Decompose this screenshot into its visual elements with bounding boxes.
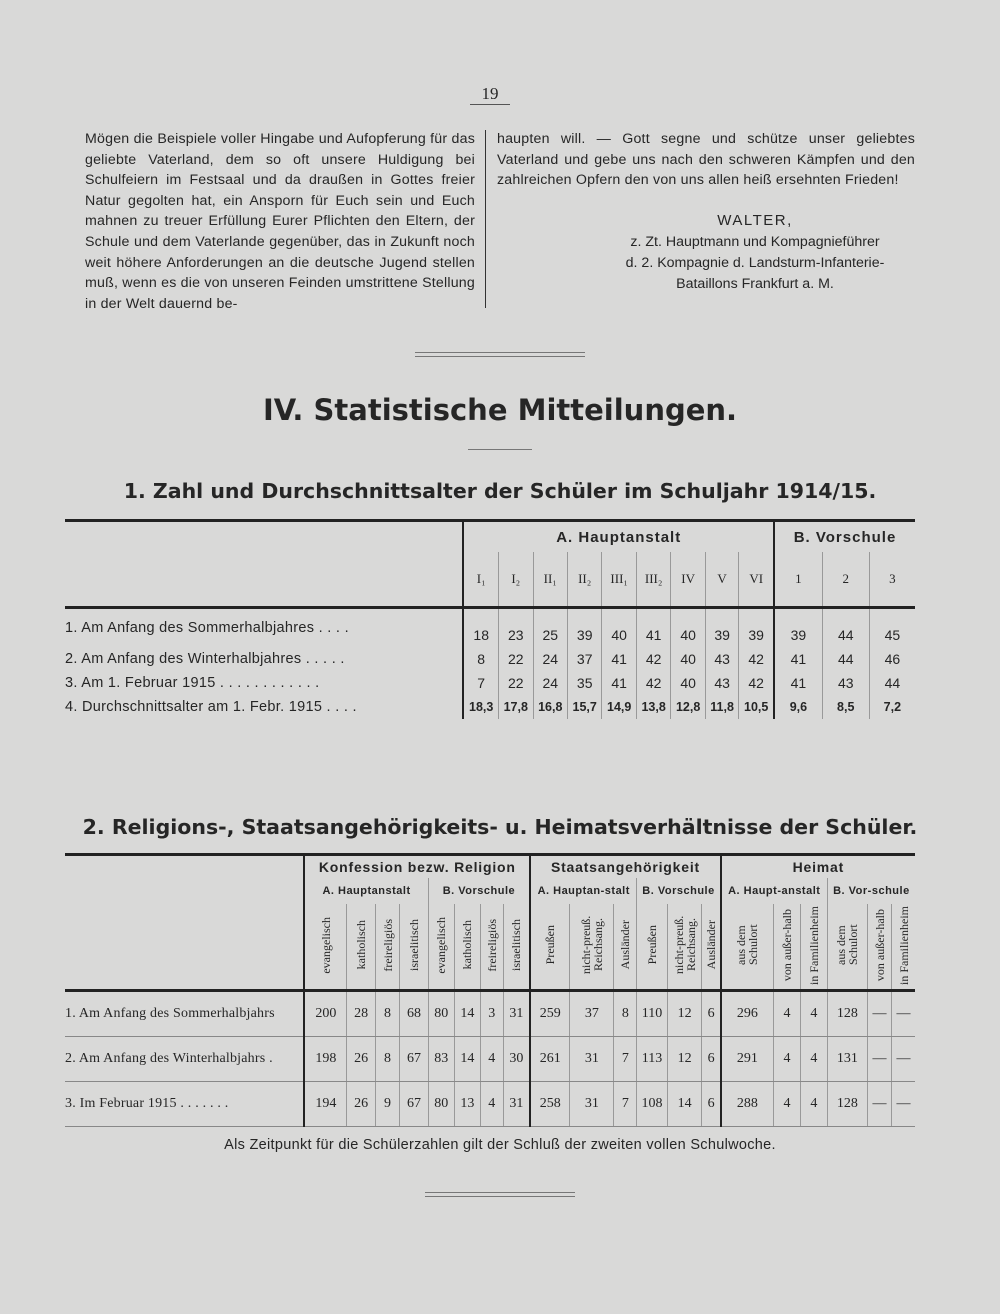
subgroup-header: B. Vor-schule: [827, 878, 915, 904]
column-header: katholisch: [354, 920, 369, 970]
table-cell: 44: [822, 647, 869, 671]
table-cell: 42: [636, 671, 670, 695]
table-cell: 10,5: [739, 695, 774, 719]
letter-text-left: Mögen die Beispiele voller Hingabe und Aufopferung für das geliebte Vaterland, dem so oft unsere Huldigung bei Schulfeiern im Festsaal und da draußen in Gottes freier Natur gegolten hat, ein Ansporn für Euch sein und Euch mahnen zu treuer Erfüllung Eurer Pflichten den Eltern, der Schule und dem Vaterlande gegenüber, das in Zukunft noch weit höhere Anforderungen an die deutsche Jugend stellen muß, wenn es die von unseren Feinden umstrittene Stellung in der Welt dauernd be-: [85, 131, 475, 312]
table-cell: 40: [602, 608, 636, 648]
table-cell: 31: [570, 1082, 614, 1127]
table-cell: 24: [533, 647, 567, 671]
column-header-cell: [667, 904, 702, 991]
table-cell: 14: [454, 991, 480, 1037]
table-cell: 41: [602, 671, 636, 695]
signature-name: WALTER,: [717, 212, 793, 229]
column-header-cell: [503, 904, 530, 991]
ornamental-rule: [425, 1192, 575, 1197]
column-header-cell: [614, 904, 637, 991]
table-cell: 24: [533, 671, 567, 695]
table-cell: —: [892, 1037, 915, 1082]
column-header: von außer-halb: [779, 908, 794, 982]
column-header: aus dem Schulort: [834, 924, 861, 966]
table-cell: 6: [702, 1082, 721, 1127]
table-cell: 80: [428, 1082, 454, 1127]
table-cell: 7,2: [869, 695, 915, 719]
column-header: VI: [739, 552, 774, 608]
column-header: Preußen: [543, 925, 558, 965]
table-cell: 40: [671, 647, 705, 671]
table-cell: —: [867, 1082, 891, 1127]
column-divider: [485, 130, 486, 308]
column-header: in Familienheim: [806, 905, 821, 985]
table-cell: 9,6: [774, 695, 822, 719]
row-label: 4. Durchschnittsalter am 1. Febr. 1915 . . . .: [65, 699, 357, 715]
ornamental-rule: [415, 352, 585, 357]
table-cell: 291: [721, 1037, 774, 1082]
table-cell: 14,9: [602, 695, 636, 719]
column-header: aus dem Schulort: [734, 924, 761, 966]
table-cell: 14: [667, 1082, 702, 1127]
column-header: Preußen: [645, 925, 660, 965]
table-cell: 23: [499, 608, 533, 648]
table-cell: 28: [347, 991, 375, 1037]
table-cell: 44: [822, 608, 869, 648]
table-cell: —: [892, 991, 915, 1037]
table-cell: 8: [375, 1037, 400, 1082]
table-cell: 80: [428, 991, 454, 1037]
footnote: Als Zeitpunkt für die Schülerzahlen gilt der Schluß der zweiten vollen Schulwoche.: [224, 1137, 776, 1153]
column-header: in Familienheim: [896, 905, 911, 985]
table-cell: 30: [503, 1037, 530, 1082]
table-cell: 9: [375, 1082, 400, 1127]
table-cell: 42: [739, 647, 774, 671]
column-header: IV: [671, 552, 705, 608]
table2-title: 2. Religions-, Staatsangehörigkeits- u. Heimatsverhältnisse der Schüler.: [82, 815, 918, 839]
table-cell: 26: [347, 1037, 375, 1082]
letter-text-right: haupten will. — Gott segne und schütze unser geliebtes Vaterland und gebe uns nach den schweren Kämpfen und den zahlreichen Opfern den von uns allen heiß ersehnten Frieden!: [497, 131, 915, 189]
table-cell: 42: [636, 647, 670, 671]
column-header-cell: [304, 904, 347, 991]
table-cell: 13,8: [636, 695, 670, 719]
table-cell: 22: [499, 647, 533, 671]
table-cell: 39: [739, 608, 774, 648]
religion-nationality-table: [65, 853, 915, 1127]
signature-line: z. Zt. Hauptmann und Kompagnieführer: [630, 234, 880, 250]
table-row: [65, 695, 915, 719]
table-cell: 45: [869, 608, 915, 648]
table-cell: 4: [773, 1082, 800, 1127]
column-header: israelitisch: [406, 919, 421, 971]
table-cell: 8: [463, 647, 498, 671]
column-header: freireligiös: [380, 918, 395, 972]
column-header: nicht-preuß. Reichsang.: [578, 915, 605, 975]
table-cell: 198: [304, 1037, 347, 1082]
column-header-cell: [800, 904, 827, 991]
row-label: 3. Im Februar 1915 . . . . . . .: [65, 1082, 304, 1127]
subgroup-header: B. Vorschule: [428, 878, 530, 904]
table-cell: 12: [667, 1037, 702, 1082]
table-cell: 8: [614, 991, 637, 1037]
table-row: [65, 1082, 915, 1127]
table-cell: 37: [570, 991, 614, 1037]
subgroup-header: A. Hauptanstalt: [304, 878, 428, 904]
table-cell: 26: [347, 1082, 375, 1127]
subgroup-header: B. Vorschule: [637, 878, 721, 904]
column-header: evangelisch: [318, 916, 333, 974]
table-cell: 17,8: [499, 695, 533, 719]
table-cell: 4: [800, 1082, 827, 1127]
row-label: 2. Am Anfang des Winterhalbjahres . . . . .: [65, 651, 345, 667]
table-cell: 67: [400, 1037, 428, 1082]
table-cell: 12,8: [671, 695, 705, 719]
table-cell: 83: [428, 1037, 454, 1082]
table-cell: 18: [463, 608, 498, 648]
table-cell: 67: [400, 1082, 428, 1127]
table-cell: 37: [567, 647, 601, 671]
table-cell: 42: [739, 671, 774, 695]
student-count-table: [65, 519, 915, 719]
subgroup-header: A. Hauptan-stalt: [530, 878, 637, 904]
column-header-cell: [480, 904, 503, 991]
group-hauptanstalt: A. Hauptanstalt: [463, 521, 774, 553]
table-cell: 43: [705, 647, 739, 671]
table-cell: 43: [822, 671, 869, 695]
column-header: I₁: [463, 552, 498, 608]
column-header: evangelisch: [434, 916, 449, 974]
row-label: 3. Am 1. Februar 1915 . . . . . . . . . . . .: [65, 675, 320, 691]
table-cell: 41: [774, 647, 822, 671]
table-cell: 31: [570, 1037, 614, 1082]
column-header: nicht-preuß. Reichsang.: [671, 915, 698, 975]
table-cell: 41: [636, 608, 670, 648]
column-header: III₂: [636, 552, 670, 608]
table-cell: 68: [400, 991, 428, 1037]
table-cell: 4: [773, 991, 800, 1037]
letter-left-column: [85, 129, 475, 314]
group-staatsangehoerigkeit: Staatsangehörigkeit: [530, 855, 721, 879]
column-header-cell: [530, 904, 570, 991]
table-cell: 41: [774, 671, 822, 695]
column-header: freireligiös: [484, 918, 499, 972]
table-cell: 288: [721, 1082, 774, 1127]
table-cell: 8: [375, 991, 400, 1037]
column-header-cell: [637, 904, 668, 991]
table-cell: 39: [774, 608, 822, 648]
table-cell: 108: [637, 1082, 668, 1127]
column-header: II₂: [567, 552, 601, 608]
table-cell: 43: [705, 671, 739, 695]
table-cell: 39: [567, 608, 601, 648]
table-cell: 128: [827, 991, 867, 1037]
column-header-cell: [702, 904, 721, 991]
column-header: Ausländer: [704, 920, 719, 970]
table-cell: 6: [702, 991, 721, 1037]
column-header-cell: [892, 904, 915, 991]
column-header: I₂: [499, 552, 533, 608]
table-cell: 39: [705, 608, 739, 648]
column-header-cell: [428, 904, 454, 991]
row-label: 1. Am Anfang des Sommerhalbjahres . . . .: [65, 620, 349, 636]
table-cell: 41: [602, 647, 636, 671]
table-row: [65, 991, 915, 1037]
group-konfession: Konfession bezw. Religion: [304, 855, 530, 879]
table-cell: 3: [480, 991, 503, 1037]
table-cell: 46: [869, 647, 915, 671]
column-header: 3: [869, 552, 915, 608]
table-cell: 18,3: [463, 695, 498, 719]
table-cell: 7: [463, 671, 498, 695]
table-cell: 8,5: [822, 695, 869, 719]
column-header-cell: [721, 904, 774, 991]
table-cell: 40: [671, 671, 705, 695]
table-cell: 4: [800, 991, 827, 1037]
table-cell: 113: [637, 1037, 668, 1082]
table-cell: 128: [827, 1082, 867, 1127]
column-header: 1: [774, 552, 822, 608]
table-cell: 4: [800, 1037, 827, 1082]
table-cell: —: [892, 1082, 915, 1127]
table-cell: 13: [454, 1082, 480, 1127]
table-cell: 11,8: [705, 695, 739, 719]
column-header-cell: [867, 904, 891, 991]
row-label: 2. Am Anfang des Winterhalbjahrs .: [65, 1037, 304, 1082]
table-cell: 7: [614, 1037, 637, 1082]
table-cell: 259: [530, 991, 570, 1037]
table-cell: 31: [503, 991, 530, 1037]
letter-right-column: [497, 129, 915, 191]
table-cell: 31: [503, 1082, 530, 1127]
table-cell: 4: [480, 1082, 503, 1127]
column-header-cell: [827, 904, 867, 991]
column-header: II₁: [533, 552, 567, 608]
table-cell: 200: [304, 991, 347, 1037]
column-header-cell: [347, 904, 375, 991]
short-rule: [468, 449, 532, 450]
table-row: [65, 671, 915, 695]
table-cell: —: [867, 991, 891, 1037]
table-cell: 296: [721, 991, 774, 1037]
column-header: katholisch: [460, 920, 475, 970]
table-cell: 261: [530, 1037, 570, 1082]
column-header: israelitisch: [509, 919, 524, 971]
column-header: 2: [822, 552, 869, 608]
table-cell: 15,7: [567, 695, 601, 719]
column-header: von außer-halb: [872, 908, 887, 982]
group-heimat: Heimat: [721, 855, 915, 879]
column-header-cell: [570, 904, 614, 991]
table-cell: 22: [499, 671, 533, 695]
column-header-cell: [400, 904, 428, 991]
table-cell: 194: [304, 1082, 347, 1127]
subgroup-header: A. Haupt-anstalt: [721, 878, 828, 904]
table-cell: 14: [454, 1037, 480, 1082]
column-header-cell: [773, 904, 800, 991]
table-cell: 4: [480, 1037, 503, 1082]
table-row: [65, 608, 915, 648]
table-cell: 25: [533, 608, 567, 648]
page-number: 19: [470, 84, 510, 105]
table-cell: 12: [667, 991, 702, 1037]
table-cell: 16,8: [533, 695, 567, 719]
group-vorschule: B. Vorschule: [774, 521, 915, 553]
column-header-cell: [454, 904, 480, 991]
table-cell: 40: [671, 608, 705, 648]
table-cell: 7: [614, 1082, 637, 1127]
column-header: III₁: [602, 552, 636, 608]
section-title: IV. Statistische Mitteilungen.: [262, 393, 738, 427]
table1-title: 1. Zahl und Durchschnittsalter der Schüler im Schuljahr 1914/15.: [123, 479, 877, 503]
table-cell: 4: [773, 1037, 800, 1082]
table-cell: 6: [702, 1037, 721, 1082]
table-cell: 44: [869, 671, 915, 695]
table-cell: 110: [637, 991, 668, 1037]
row-label: 1. Am Anfang des Sommerhalbjahrs: [65, 991, 304, 1037]
table-cell: 258: [530, 1082, 570, 1127]
table-row: [65, 1037, 915, 1082]
table-cell: 131: [827, 1037, 867, 1082]
signature-line: d. 2. Kompagnie d. Landsturm-Infanterie-: [625, 255, 885, 271]
signature-line: Bataillons Frankfurt a. M.: [676, 276, 834, 292]
column-header: V: [705, 552, 739, 608]
column-header-cell: [375, 904, 400, 991]
table-cell: —: [867, 1037, 891, 1082]
table-cell: 35: [567, 671, 601, 695]
column-header: Ausländer: [618, 920, 633, 970]
table-row: [65, 647, 915, 671]
